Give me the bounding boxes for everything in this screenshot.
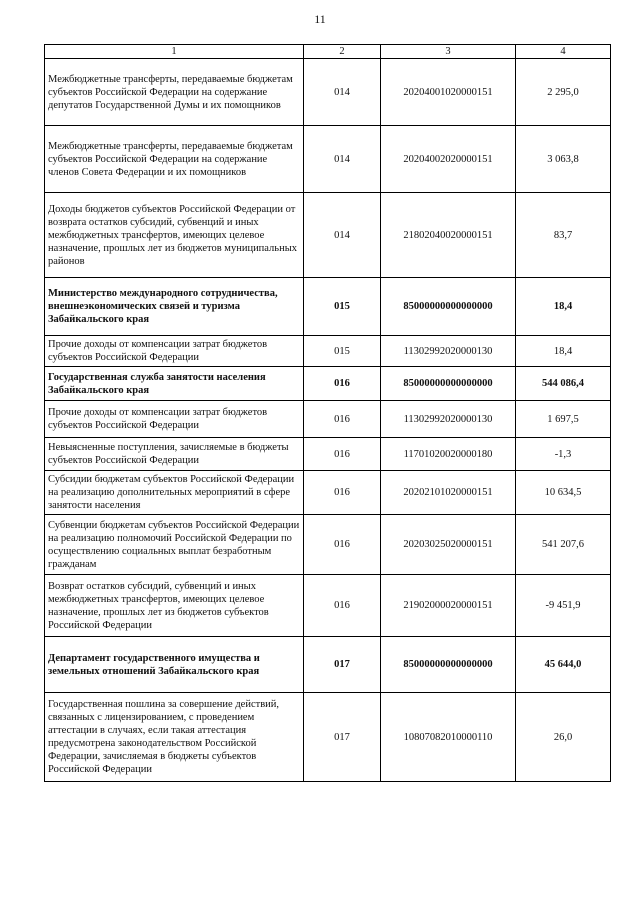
- row-amount: 18,4: [516, 278, 611, 336]
- row-admin-code: 016: [304, 471, 381, 515]
- row-revenue-code: 11302992020000130: [381, 336, 516, 367]
- row-admin-code: 015: [304, 336, 381, 367]
- row-admin-code: 015: [304, 278, 381, 336]
- row-revenue-code: 85000000000000000: [381, 637, 516, 693]
- row-revenue-code: 20203025020000151: [381, 515, 516, 575]
- row-revenue-code: 85000000000000000: [381, 278, 516, 336]
- row-amount: 3 063,8: [516, 126, 611, 193]
- row-admin-code: 014: [304, 193, 381, 278]
- row-name: Государственная служба занятости населения Забайкальского края: [45, 367, 304, 401]
- row-amount: -1,3: [516, 438, 611, 471]
- row-amount: 18,4: [516, 336, 611, 367]
- table-row: [45, 336, 611, 367]
- row-revenue-code: 11302992020000130: [381, 401, 516, 438]
- row-name: Невыясненные поступления, зачисляемые в бюджеты субъектов Российской Федерации: [45, 438, 304, 471]
- row-name: Министерство международного сотрудничества, внешнеэкономических связей и туризма Забайкальского края: [45, 278, 304, 336]
- row-name: Государственная пошлина за совершение действий, связанных с лицензированием, с проведением аттестации в случаях, если такая аттестация предусмотрена законодательством Российской Федерации, зачисляемая в бюджеты субъектов Российской Федерации: [45, 693, 304, 782]
- row-admin-code: 016: [304, 515, 381, 575]
- row-amount: -9 451,9: [516, 575, 611, 637]
- row-name: Субвенции бюджетам субъектов Российской Федерации на реализацию полномочий Российской Федерации по осуществлению социальных выплат безработным гражданам: [45, 515, 304, 575]
- table-row: [45, 637, 611, 693]
- table-row: [45, 471, 611, 515]
- row-amount: 26,0: [516, 693, 611, 782]
- table-row: [45, 59, 611, 126]
- header-col-1: 1: [45, 45, 304, 59]
- row-name: Межбюджетные трансферты, передаваемые бюджетам субъектов Российской Федерации на содержание депутатов Государственной Думы и их помощников: [45, 59, 304, 126]
- row-admin-code: 017: [304, 637, 381, 693]
- row-revenue-code: 85000000000000000: [381, 367, 516, 401]
- table-row: [45, 278, 611, 336]
- table-header-row: [45, 45, 611, 59]
- row-name: Межбюджетные трансферты, передаваемые бюджетам субъектов Российской Федерации на содержание членов Совета Федерации и их помощников: [45, 126, 304, 193]
- row-admin-code: 016: [304, 401, 381, 438]
- row-admin-code: 017: [304, 693, 381, 782]
- table-row: [45, 193, 611, 278]
- row-revenue-code: 11701020020000180: [381, 438, 516, 471]
- page-number: 11: [314, 12, 326, 26]
- row-name: Прочие доходы от компенсации затрат бюджетов субъектов Российской Федерации: [45, 401, 304, 438]
- table-row: [45, 126, 611, 193]
- row-amount: 2 295,0: [516, 59, 611, 126]
- table-row: [45, 575, 611, 637]
- header-col-4: 4: [516, 45, 611, 59]
- row-amount: 541 207,6: [516, 515, 611, 575]
- row-revenue-code: 20202101020000151: [381, 471, 516, 515]
- row-admin-code: 014: [304, 126, 381, 193]
- row-revenue-code: 21802040020000151: [381, 193, 516, 278]
- row-amount: 544 086,4: [516, 367, 611, 401]
- row-revenue-code: 20204001020000151: [381, 59, 516, 126]
- row-name: Департамент государственного имущества и земельных отношений Забайкальского края: [45, 637, 304, 693]
- row-admin-code: 014: [304, 59, 381, 126]
- table-row: [45, 693, 611, 782]
- row-amount: 10 634,5: [516, 471, 611, 515]
- budget-table: [44, 44, 611, 782]
- row-revenue-code: 10807082010000110: [381, 693, 516, 782]
- row-admin-code: 016: [304, 575, 381, 637]
- row-name: Возврат остатков субсидий, субвенций и иных межбюджетных трансфертов, имеющих целевое назначение, прошлых лет из бюджетов субъектов Российской Федерации: [45, 575, 304, 637]
- row-revenue-code: 20204002020000151: [381, 126, 516, 193]
- row-amount: 1 697,5: [516, 401, 611, 438]
- row-revenue-code: 21902000020000151: [381, 575, 516, 637]
- table-row: [45, 401, 611, 438]
- row-admin-code: 016: [304, 367, 381, 401]
- row-name: Доходы бюджетов субъектов Российской Федерации от возврата остатков субсидий, субвенций и иных межбюджетных трансфертов, имеющих целевое назначение, прошлых лет из бюджетов муниципальных районов: [45, 193, 304, 278]
- row-name: Субсидии бюджетам субъектов Российской Федерации на реализацию дополнительных мероприятий в сфере занятости населения: [45, 471, 304, 515]
- table-row: [45, 515, 611, 575]
- row-amount: 83,7: [516, 193, 611, 278]
- row-name: Прочие доходы от компенсации затрат бюджетов субъектов Российской Федерации: [45, 336, 304, 367]
- row-admin-code: 016: [304, 438, 381, 471]
- header-col-2: 2: [304, 45, 381, 59]
- header-col-3: 3: [381, 45, 516, 59]
- table-row: [45, 367, 611, 401]
- row-amount: 45 644,0: [516, 637, 611, 693]
- table-row: [45, 438, 611, 471]
